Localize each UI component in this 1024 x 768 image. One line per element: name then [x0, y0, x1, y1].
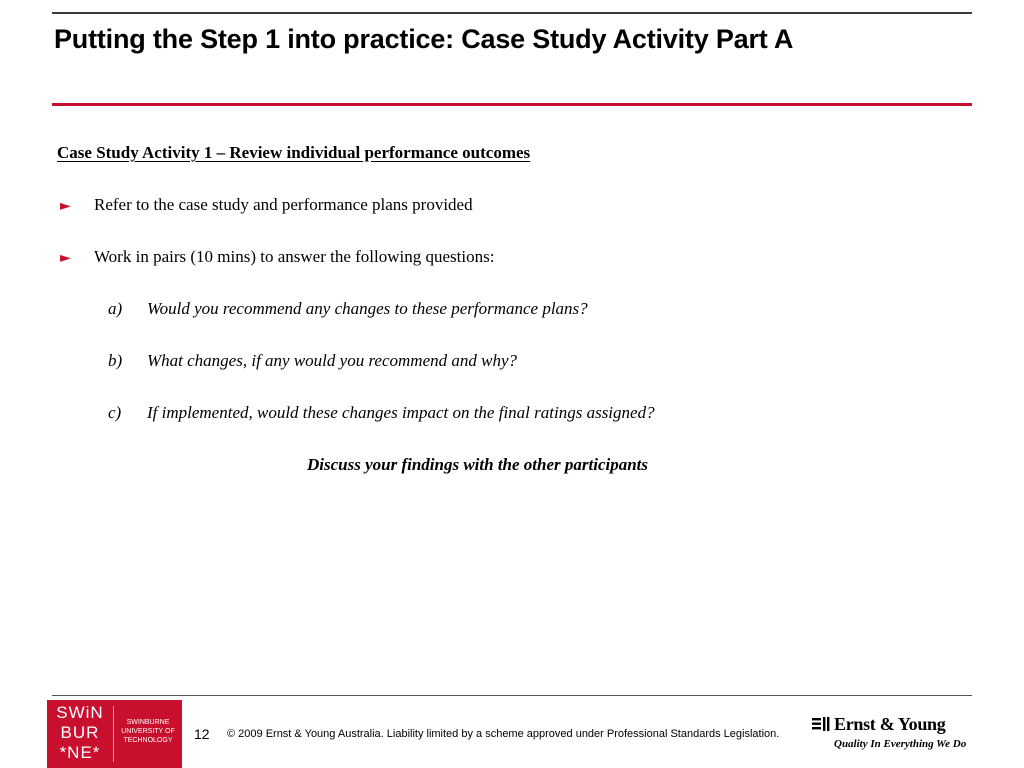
footer-rule — [52, 695, 972, 696]
bullet-text: Refer to the case study and performance plans provided — [94, 195, 473, 214]
ernst-young-logo — [812, 714, 977, 754]
ey-tagline: Quality In Everything We Do — [834, 738, 967, 750]
title-underline-rule — [52, 103, 972, 106]
ey-wordmark — [812, 714, 945, 735]
question-text: What changes, if any would you recommend and why? — [147, 351, 517, 370]
activity-heading: Case Study Activity 1 – Review individual performance outcomes — [57, 143, 531, 162]
slide-title: Putting the Step 1 into practice: Case Study Activity Part A — [54, 24, 794, 54]
swinburne-mark-line: BUR — [60, 723, 100, 742]
swinburne-logo — [47, 700, 182, 768]
closing-instruction: Discuss your findings with the other participants — [307, 455, 649, 474]
swinburne-mark-line: *NE* — [59, 743, 101, 762]
copyright-notice: © 2009 Ernst & Young Australia. Liability limited by a scheme approved under Professional Standards Legislation. — [227, 728, 780, 740]
question-item — [108, 351, 517, 371]
top-rule — [52, 12, 972, 14]
bullet-text: Work in pairs (10 mins) to answer the following questions: — [94, 247, 495, 266]
page-number: 12 — [194, 726, 210, 742]
swinburne-mark-line: SWiN — [56, 703, 104, 722]
question-text: Would you recommend any changes to these performance plans? — [147, 299, 588, 318]
bullet-item — [60, 195, 473, 215]
question-marker: b) — [108, 351, 123, 370]
question-item — [108, 403, 655, 423]
bullet-item — [60, 247, 494, 267]
ey-wordmark-text: Ernst & Young — [834, 714, 946, 734]
question-marker: c) — [108, 403, 122, 422]
ey-bars-icon — [812, 717, 830, 731]
question-item — [108, 299, 588, 319]
question-text: If implemented, would these changes impact on the final ratings assigned? — [147, 403, 655, 422]
bullet-arrow-icon: ► — [60, 250, 71, 266]
swinburne-logo-mark — [47, 700, 113, 768]
swinburne-logo-name: SWINBURNE UNIVERSITY OF TECHNOLOGY — [121, 719, 175, 744]
bullet-arrow-icon: ► — [60, 198, 71, 214]
question-marker: a) — [108, 299, 123, 318]
swinburne-logo-divider — [113, 706, 114, 762]
